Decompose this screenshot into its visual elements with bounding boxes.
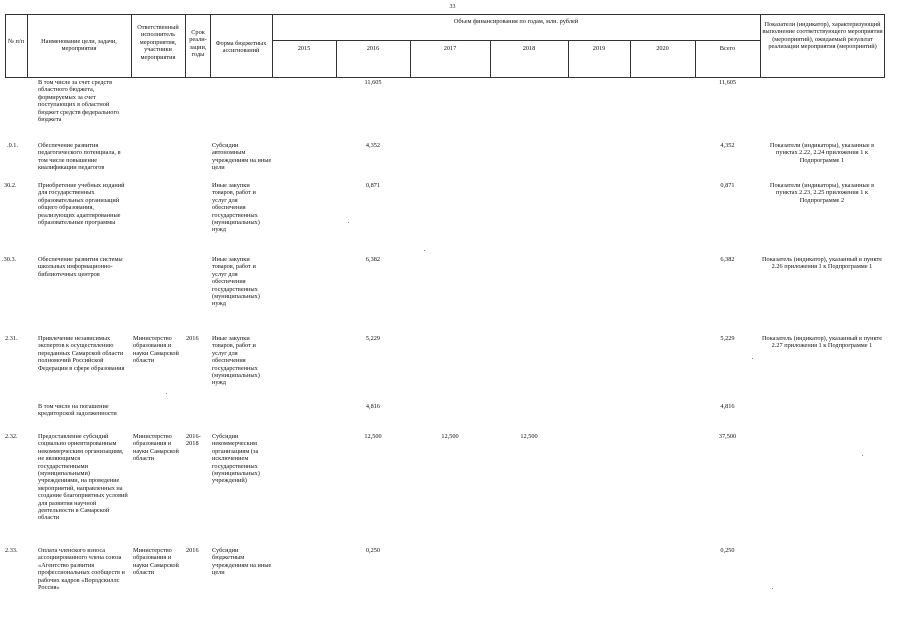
header-years-divider bbox=[272, 40, 760, 41]
header-year-2015: 2015 bbox=[297, 45, 311, 52]
row-value-total: 6,382 bbox=[720, 256, 735, 263]
row-value-2016: 4,352 bbox=[365, 142, 381, 149]
row-name: Приобретение учебных изданий для государственных образовательных организаций общего образования, реализующих адаптированные образовательные программы bbox=[38, 182, 125, 227]
header-year-2019: 2019 bbox=[592, 45, 606, 52]
scan-speck bbox=[772, 588, 773, 589]
row-term: 2016 bbox=[186, 547, 199, 554]
row-value-total: 11,605 bbox=[718, 79, 737, 86]
row-name: Предоставление субсидий социально ориентированным некоммерческим организациям, не являющимся государственными (муниципальными) учреждениями, на проведение мероприятий, направленных на создание благоприятных условий для развития научной деятельности в Самарской области bbox=[38, 433, 128, 522]
row-value-total: 5,229 bbox=[720, 335, 735, 342]
row-number: .30.3. bbox=[2, 256, 17, 263]
header-sep-6 bbox=[760, 14, 761, 78]
header-border-right bbox=[884, 14, 885, 78]
row-number: 2.33. bbox=[5, 547, 18, 554]
header-border-left bbox=[5, 14, 6, 78]
row-number: 30.2. bbox=[4, 182, 17, 189]
row-name: В том числе за счет средств областного бюджета, формируемых за счет поступающих в областной бюджет средств федерального бюджета bbox=[38, 79, 120, 124]
row-number: 2.32. bbox=[5, 433, 18, 440]
row-value-total: 0,871 bbox=[720, 182, 735, 189]
page-number: 33 bbox=[449, 4, 456, 10]
header-year-2016: 2016 bbox=[366, 45, 380, 52]
row-form: Субсидии некоммерческим организациям (за исключением государственных (муниципальных) учреждений) bbox=[212, 433, 260, 485]
row-value-2016: 5,229 bbox=[365, 335, 381, 342]
row-indicator: Показатель (индикатор), указанный в пункте 2.26 приложения 1 к Подпрограмме 1 bbox=[762, 256, 882, 271]
row-value-2017: 12,500 bbox=[441, 433, 459, 440]
header-indicator: Показатели (индикатор), характеризующий выполнение соответствующего мероприятия (мероприятий), ожидаемый результат реализации мероприятия (мероприятий) bbox=[762, 21, 883, 51]
header-name: Наименование цели, задачи, мероприятия bbox=[41, 38, 117, 53]
row-form: Субсидии автономным учреждениям на иные цели bbox=[212, 142, 272, 172]
row-executor: Министерство образования и науки Самарской области bbox=[133, 547, 179, 577]
scan-speck bbox=[348, 222, 349, 223]
row-value-total: 4,352 bbox=[720, 142, 735, 149]
row-form: Субсидии бюджетным учреждениям на иные цели bbox=[212, 547, 272, 577]
row-term: 2016-2018 bbox=[186, 433, 201, 448]
row-value-2016: 0,871 bbox=[365, 182, 381, 189]
row-name: В том числе на погашение кредиторской задолженности bbox=[38, 403, 117, 418]
row-name: Оплата членского взноса ассоциированного члена союза «Агентство развития профессиональных сообществ и рабочих кадров «Ворлдскиллс Россия» bbox=[38, 547, 125, 592]
scan-speck bbox=[424, 250, 425, 251]
row-value-2016: 0,250 bbox=[365, 547, 381, 554]
row-value-2018: 12,500 bbox=[520, 433, 538, 440]
row-indicator: Показатели (индикаторы), указанные в пунктах 2.22, 2.24 приложения 1 к Подпрограмме 1 bbox=[769, 142, 875, 164]
row-executor: Министерство образования и науки Самарской области bbox=[133, 433, 179, 463]
row-name: Привлечение независимых экспертов к осуществлению переданных Самарской области полномочий Российской Федерации в сфере образования bbox=[38, 335, 125, 372]
row-form: Иные закупки товаров, работ и услуг для обеспечения государственных (муниципальных) нужд bbox=[212, 182, 260, 234]
row-number: 2.31. bbox=[5, 335, 18, 342]
header-form: Форма бюджетных ассигнований bbox=[215, 40, 267, 55]
row-value-total: 4,816 bbox=[720, 403, 735, 410]
row-executor: Министерство образования и науки Самарской области bbox=[133, 335, 179, 365]
header-sep-1 bbox=[27, 14, 28, 78]
header-bottom-border bbox=[5, 77, 885, 78]
row-form: Иные закупки товаров, работ и услуг для обеспечения государственных (муниципальных) нужд bbox=[212, 256, 260, 308]
row-value-2016: 12,500 bbox=[364, 433, 382, 440]
header-year-2020: 2020 bbox=[656, 45, 669, 52]
row-term: 2016 bbox=[186, 335, 199, 342]
header-funding-group: Объем финансирования по годам, млн. рублей bbox=[453, 18, 579, 25]
scan-speck bbox=[752, 358, 753, 359]
row-form: Иные закупки товаров, работ и услуг для обеспечения государственных (муниципальных) нужд bbox=[212, 335, 260, 387]
row-value-2016: 4,816 bbox=[365, 403, 381, 410]
scan-speck bbox=[862, 455, 863, 456]
header-number: № п/п bbox=[7, 38, 25, 45]
header-term: Срок реали-зации, годы bbox=[189, 29, 207, 59]
scan-speck bbox=[166, 393, 167, 394]
header-year-total: Всего bbox=[719, 45, 736, 52]
row-name: Обеспечение развития педагогического потенциала, в том числе повышение квалификации педагогов bbox=[38, 142, 121, 172]
row-value-2016: 6,382 bbox=[365, 256, 381, 263]
row-value-total: 37,500 bbox=[718, 433, 737, 440]
row-name: Обеспечение развития системы школьных информационно-библиотечных центров bbox=[38, 256, 123, 278]
header-year-2018: 2018 bbox=[522, 45, 536, 52]
row-indicator: Показатели (индикаторы), указанные в пунктах 2.23, 2.25 приложения 1 к Подпрограмме 2 bbox=[769, 182, 875, 204]
row-number: .0.1. bbox=[7, 142, 19, 149]
header-year-2017: 2017 bbox=[443, 45, 457, 52]
header-executor: Ответственный исполнитель мероприятия, участники мероприятия bbox=[137, 24, 179, 61]
row-value-2016: 11,605 bbox=[364, 79, 382, 86]
row-indicator: Показатель (индикатор), указанный в пункте 2.27 приложения 1 к Подпрограмме 1 bbox=[762, 335, 882, 350]
header-top-border bbox=[5, 14, 885, 15]
row-value-total: 0,250 bbox=[720, 547, 735, 554]
